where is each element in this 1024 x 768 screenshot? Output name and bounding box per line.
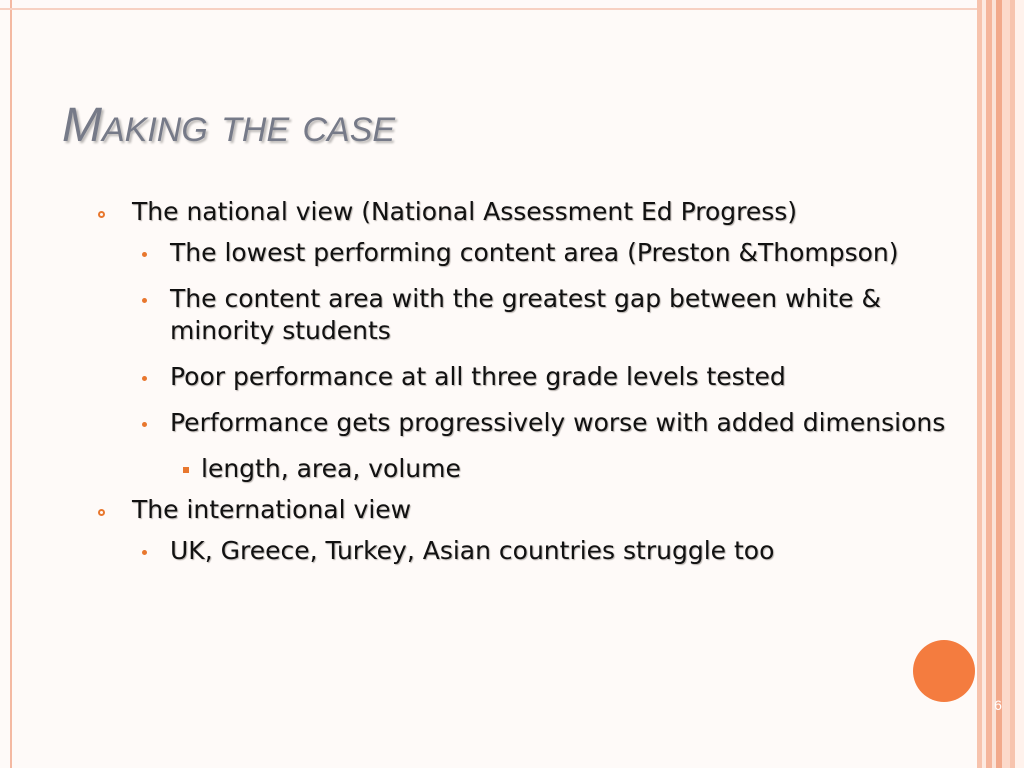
square-bullet-icon [183,467,189,473]
dot-bullet-icon [142,252,147,257]
list-item-text: The national view (National Assessment Ed Progress) [132,197,798,226]
slide-body [94,196,954,581]
list-item-text: The lowest performing content area (Preston &Thompson) [170,238,899,267]
list-item-level-2 [94,237,954,269]
list-item-level-2 [94,535,954,567]
list-item-text: The content area with the greatest gap between white & minority students [170,284,881,345]
list-item-text: UK, Greece, Turkey, Asian countries struggle too [170,536,775,565]
right-stripe [1002,0,1010,768]
list-item-text: The international view [132,495,412,524]
top-border-line [0,8,1024,10]
list-item-level-1 [94,494,954,525]
decorative-circle [913,640,975,702]
right-stripe [1015,0,1024,768]
list-item-level-3 [94,453,954,484]
dot-bullet-icon [142,422,147,427]
list-item-text: Poor performance at all three grade levels tested [170,362,786,391]
list-item-text: Performance gets progressively worse with added dimensions [170,408,946,437]
list-item-text: length, area, volume [201,454,461,483]
dot-bullet-icon [142,298,147,303]
dot-bullet-icon [142,550,147,555]
ring-bullet-icon [98,509,105,516]
slide-title: Making the case [62,99,396,152]
list-item-level-2 [94,361,954,393]
left-border-line [10,0,12,768]
list-item-level-1 [94,196,954,227]
list-item-level-2 [94,283,954,347]
ring-bullet-icon [98,211,105,218]
page-number: 6 [994,697,1002,713]
dot-bullet-icon [142,376,147,381]
list-item-level-2 [94,407,954,439]
